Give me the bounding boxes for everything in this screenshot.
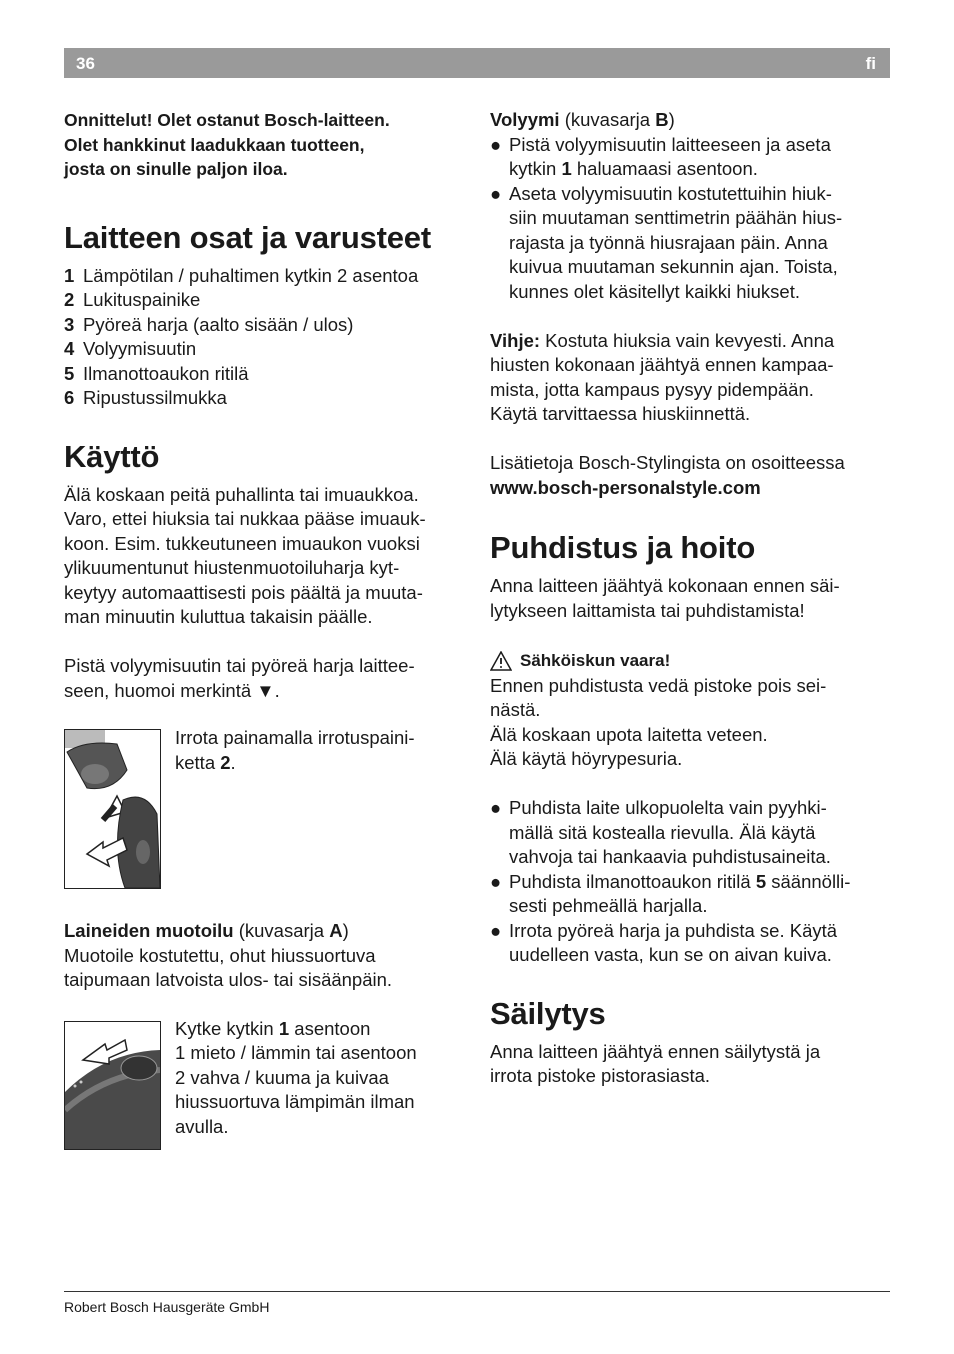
list-item: ● Puhdista ilmanottoaukon ritilä 5 säännölli- sesti pehmeällä harjalla. <box>490 870 851 916</box>
usage-heading: Käyttö <box>64 438 160 474</box>
warning-text: Ennen puhdistusta vedä pistoke pois sei- nästä. Älä koskaan upota laitetta veteen. Älä käytä höyrypesuria. <box>490 674 827 769</box>
insert-paragraph: Pistä volyymisuutin tai pyöreä harja laittee- seen, huomoi merkintä ▼. <box>64 655 415 701</box>
footer-company: Robert Bosch Hausgeräte GmbH <box>64 1299 270 1315</box>
usage-paragraph: Älä koskaan peitä puhallinta tai imuaukkoa. Varo, ettei hiuksia tai nukkaa pääse imuauk- koon. Esim. tukkeutuneen imuaukon vuoksi ylikuumentunut hiustenmuotoiluharja kyt- keytyy automaattisesti pois päältä ja muuta- man minuutin kuluttua takaisin päälle. <box>64 483 426 627</box>
cleaning-paragraph: Anna laitteen jäähtyä kokonaan ennen säi- lytykseen laittamista tai puhdistamista! <box>490 575 840 621</box>
list-item: 5 Ilmanottoaukon ritilä <box>64 362 249 384</box>
tip-paragraph: Vihje: Kostuta hiuksia vain kevyesti. Anna hiusten kokonaan jäähtyä ennen kampaa- mista, jotta kampaus pysyy pidempään. Käytä tarvittaessa hiuskiinnettä. <box>490 329 835 424</box>
list-item: 3 Pyöreä harja (aalto sisään / ulos) <box>64 313 354 335</box>
list-item: ● Pistä volyymisuutin laitteeseen ja aseta kytkin 1 haluamaasi asentoon. <box>490 133 831 179</box>
intro-text: Onnittelut! Olet ostanut Bosch-laitteen. Olet hankkinut laadukkaan tuotteen, josta on sinulle paljon iloa. <box>64 110 390 179</box>
warning-heading: Sähköiskun vaara! <box>490 649 892 674</box>
left-column <box>64 108 466 1150</box>
page-header <box>64 48 890 78</box>
volume-list <box>490 133 892 305</box>
list-item: 4 Volyymisuutin <box>64 338 197 359</box>
list-item: 2 Lukituspainike <box>64 289 201 310</box>
language-code: fi <box>865 54 876 73</box>
parts-list <box>64 264 466 411</box>
storage-paragraph: Anna laitteen jäähtyä ennen säilytystä ja irrota pistoke pistorasiasta. <box>490 1040 821 1086</box>
list-item: 1 Lämpötilan / puhaltimen kytkin 2 asentoa <box>64 264 419 286</box>
list-item: ● Irrota pyöreä harja ja puhdista se. Käytä uudelleen vasta, kun se on aivan kuiva. <box>490 919 838 965</box>
switch-text: Kytke kytkin 1 asentoon 1 mieto / lämmin tai asentoon 2 vahva / kuuma ja kuivaa hiussuortuva lämpimän ilman avulla. <box>175 1017 417 1137</box>
list-item: ● Puhdista laite ulkopuolelta vain pyyhki- mällä sitä kostealla rievulla. Älä käytä vahvoja tai hankaavia puhdistusaineita. <box>490 797 831 867</box>
warning-icon <box>490 651 512 671</box>
footer-divider <box>64 1291 890 1292</box>
volume-heading: Volyymi (kuvasarja B) <box>490 109 675 130</box>
cleaning-list <box>490 796 892 968</box>
website-link[interactable]: www.bosch-personalstyle.com <box>490 476 761 498</box>
cleaning-heading: Puhdistus ja hoito <box>490 530 756 565</box>
figure-switch <box>64 1017 466 1150</box>
storage-heading: Säilytys <box>490 995 606 1031</box>
page-number: 36 <box>76 54 95 73</box>
info-paragraph: Lisätietoja Bosch-Stylingista on osoitteessa www.bosch-personalstyle.com <box>490 452 845 498</box>
release-illustration <box>64 729 161 889</box>
waves-paragraph: Laineiden muotoilu (kuvasarja A) Muotoile kostutettu, ohut hiussuortuva taipumaan latvoista ulos- tai sisäänpäin. <box>64 920 393 990</box>
figure-release <box>64 729 466 889</box>
list-item: 6 Ripustussilmukka <box>64 387 227 408</box>
parts-heading: Laitteen osat ja varusteet <box>64 219 431 255</box>
switch-illustration <box>64 1021 161 1150</box>
release-text: Irrota painamalla irrotuspaini- ketta 2. <box>175 727 415 773</box>
list-item: ● Aseta volyymisuutin kostutettuihin hiuk- siin muutaman senttimetrin päähän hius- rajasta ja työnnä hiusrajaan päin. Anna kuivua muutaman sekunnin ajan. Toista, kunnes olet käsitellyt kaikki hiukset. <box>490 182 843 302</box>
right-column <box>490 108 892 1089</box>
